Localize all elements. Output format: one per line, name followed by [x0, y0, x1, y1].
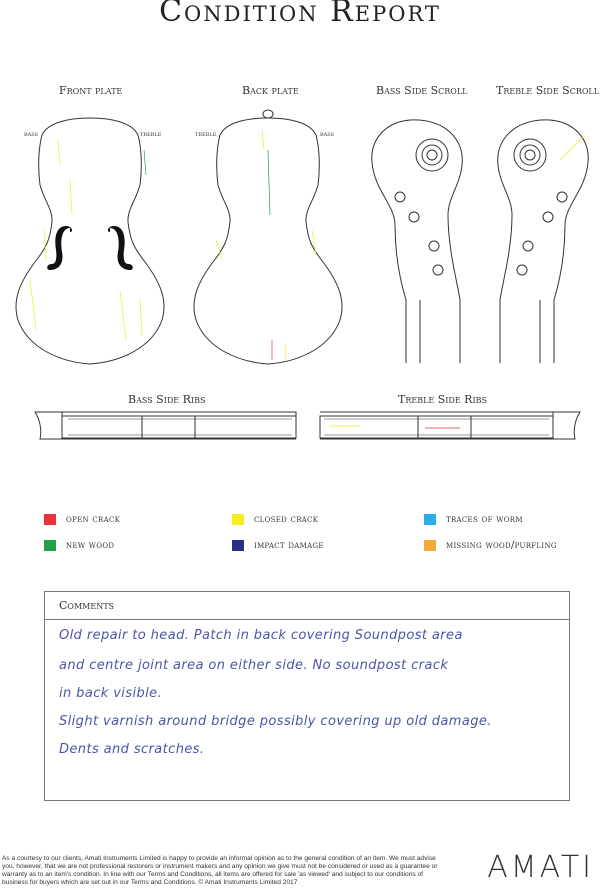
legend-missing-wood: missing wood/purfling [424, 540, 557, 551]
front-bass-label: bass [24, 130, 39, 138]
disclaimer-text: As a courtesy to our clients, Amati Instruments Limited is happy to provide an informal opinion as to the general condition of an item. We must advise you, however, that we are not professional restorers or instrument makers and any opinion we give must not be considered or used as a guarantee or warranty as to an item's condition. In line with our Terms and Conditions, all items are offered for sale 'as viewed' and subject to our conditions of business for buyers which are set out in our Terms and Conditions. © Amati Instruments Limited 2017 [2, 855, 438, 886]
bass-scroll-caption: Bass Side Scroll [376, 84, 468, 97]
comment-line: Dents and scratches. [59, 742, 205, 757]
comment-line: in back visible. [59, 686, 163, 701]
legend-open-crack: open crack [44, 514, 120, 525]
bass-scroll-outline [372, 120, 462, 363]
front-plate-caption: Front plate [59, 84, 123, 97]
back-plate-outline [194, 110, 342, 364]
legend-closed-crack: closed crack [232, 514, 318, 525]
treble-ribs-outline [320, 412, 580, 439]
back-bass-label: bass [320, 130, 335, 138]
front-f-holes [47, 226, 133, 270]
legend-swatch [424, 540, 436, 551]
amati-logo: AMATI [487, 850, 594, 885]
treble-ribs-caption: Treble Side Ribs [398, 393, 487, 406]
page-title: Condition Report [159, 0, 441, 29]
comments-title: Comments [59, 599, 115, 612]
front-damage-marks [30, 140, 146, 340]
legend-swatch [424, 514, 436, 525]
treble-ribs-damage-marks [330, 426, 460, 428]
treble-scroll-outline [498, 120, 588, 363]
legend-swatch [44, 540, 56, 551]
back-treble-label: treble [195, 130, 217, 138]
back-plate-caption: Back plate [242, 84, 299, 97]
legend-swatch [44, 514, 56, 525]
treble-scroll-caption: Treble Side Scroll [496, 84, 600, 97]
back-damage-marks [216, 130, 316, 360]
comments-header [45, 592, 569, 620]
comment-line: Slight varnish around bridge possibly covering up old damage. [59, 714, 492, 729]
front-treble-label: treble [140, 130, 162, 138]
legend-new-wood: new wood [44, 540, 114, 551]
bass-ribs-outline [35, 412, 296, 439]
legend-impact-damage: impact damage [232, 540, 324, 551]
bass-ribs-caption: Bass Side Ribs [128, 393, 206, 406]
comments-box [44, 591, 570, 801]
treble-scroll-damage-marks [560, 135, 585, 160]
comment-line: Old repair to head. Patch in back covering Soundpost area [59, 628, 463, 643]
legend-swatch [232, 540, 244, 551]
comment-line: and centre joint area on either side. No soundpost crack [59, 658, 449, 673]
legend-traces-of-worm: traces of worm [424, 514, 523, 525]
legend-swatch [232, 514, 244, 525]
